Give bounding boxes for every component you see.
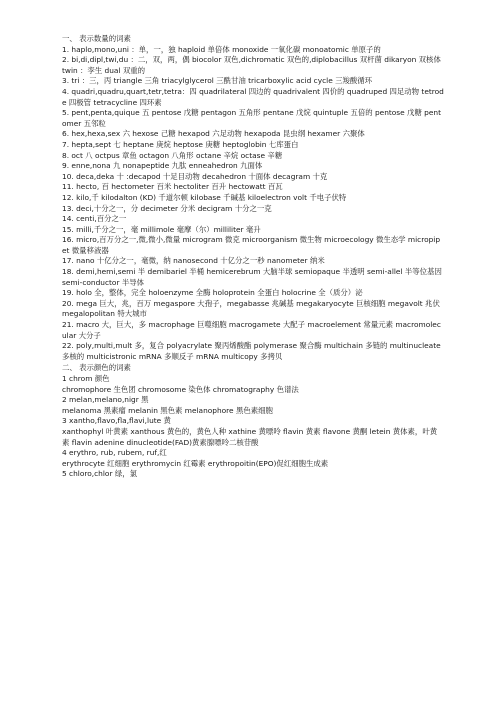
paragraph-line: 1. haplo,mono,uni ：单，一，独 haploid 单倍体 monoxide 一氧化碳 monoatomic 单原子的 xyxy=(62,44,381,54)
paragraph-line: 13. deci,十分之一，分 decimeter 分米 decigram 十分之一克 xyxy=(62,203,272,213)
paragraph-line: 17. nano 十亿分之一，毫微，纳 nanosecond 十亿分之一秒 nanometer 纳米 xyxy=(62,256,325,266)
paragraph-line: 4. quadri,quadru,quart,tetr,tetra：四 quadrilateral 四边的 quadrivalent 四价的 quadruped 四足动物 tetrode 四极管 tetracycline 四环素 xyxy=(62,86,444,107)
paragraph-line: 10. deca,deka 十 :decapod 十足目动物 decahedron 十面体 decagram 十克 xyxy=(62,171,328,181)
paragraph-line: xanthophyl 叶黄素 xanthous 黄色的，黄色人种 xathine 黄嘌呤 flavin 黄素 flavone 黄酮 letein 黄体素，叶黄素 flavin adenine dinucleotide(FAD)黄素腺嘌呤二核苷酸 xyxy=(62,426,438,447)
paragraph-line: 7. hepta,sept 七 heptane 庚烷 heptose 庚糖 heptoglobin 七库蛋白 xyxy=(62,139,299,149)
paragraph-line: 11. hecto, 百 hectometer 百米 hectoliter 百升 hectowatt 百瓦 xyxy=(62,182,283,192)
paragraph-line: 22. poly,multi,mult 多，复合 polyacrylate 聚丙烯酸酯 polymerase 聚合酶 multichain 多链的 multinucleate 多核的 multicistronic mRNA 多顺反子 mRNA multicopy 多拷贝 xyxy=(62,341,441,361)
paragraph-line: 2 melan,melano,nigr 黑 xyxy=(62,395,149,405)
paragraph-line: 16. micro,百万分之一,微,微小,微量 microgram 微克 microorganism 微生物 microecology 微生态学 micropipet 微量移液器 xyxy=(62,235,441,255)
paragraph-line: 5 chloro,chlor 绿，氯 xyxy=(62,469,138,479)
paragraph-line: 6. hex,hexa,sex 六 hexose 己糖 hexapod 六足动物 hexapoda 昆虫纲 hexamer 六聚体 xyxy=(62,129,365,139)
paragraph-line: 15. milli,千分之一，毫 millimole 毫摩（尔）milliliter 毫升 xyxy=(62,224,261,234)
paragraph-line: 19. holo 全，整体，完全 holoenzyme 全酶 holoprotein 全蛋白 holocrine 全（质分）泌 xyxy=(62,288,363,298)
paragraph-line: 14. centi,百分之一 xyxy=(62,214,127,224)
paragraph-line: twin ：孪生 dual 双重的 xyxy=(62,65,146,75)
paragraph-line: 18. demi,hemi,semi 半 demibariel 半桶 hemicerebrum 大脑半球 semiopaque 半透明 semi-allel 半等位基因 semi-conductor 半导体 xyxy=(62,267,442,287)
section-heading-color: 二、 表示颜色的词素 xyxy=(62,363,131,373)
paragraph-line: 5. pent,penta,quique 五 pentose 戊糖 pentagon 五角形 pentane 戊烷 quintuple 五倍的 pentose 戊糖 pentomer 五邻粒 xyxy=(62,108,442,128)
section-heading-quantity: 一、 表示数量的词素 xyxy=(62,34,131,43)
paragraph-line: 3. tri ：三，丙 triangle 三角 triacylglycerol 三酰甘油 tricarboxylic acid cycle 三羧酸循环 xyxy=(62,76,373,86)
paragraph-line: 1 chrom 颜色 xyxy=(62,374,110,383)
paragraph-line: 20. mega 巨大，兆，百万 megaspore 大孢子，megabasse 兆碱基 megakaryocyte 巨核细胞 megavolt 兆伏 megalopolitan 特大城市 xyxy=(62,298,440,319)
paragraph-line: 4 erythro, rub, rubem, ruf,红 xyxy=(62,448,167,458)
paragraph-line: 3 xantho,flavo,fla,flavi,lute 黄 xyxy=(62,416,171,426)
paragraph-line: 8. oct 八 octpus 章鱼 octagon 八角形 octane 辛烷 octase 辛糖 xyxy=(62,150,283,160)
paragraph-line: erythrocyte 红细胞 erythromycin 红霉素 erythropoitin(EPO)促红细胞生成素 xyxy=(62,458,329,468)
paragraph-line: melanoma 黑素瘤 melanin 黑色素 melanophore 黑色素细胞 xyxy=(62,405,273,415)
paragraph-line: 2. bi,di,dipl,twi,du ：二，双，两，偶 biocolor 双色,dichromatic 双色的,diplobacillus 双杆菌 dikaryon 双核体 xyxy=(62,55,441,65)
paragraph-line: 12. kilo,千 kilodalton (KD) 千道尔顿 kilobase 千碱基 kiloelectron volt 千电子伏特 xyxy=(62,192,347,202)
paragraph-line: 21. macro 大，巨大，多 macrophage 巨噬细胞 macrogamete 大配子 macroelement 常量元素 macromolecular 大分子 xyxy=(62,320,441,340)
paragraph-line: chromophore 生色团 chromosome 染色体 chromatography 色谱法 xyxy=(62,384,299,394)
paragraph-line: 9. enne,nona 九 nonapeptide 九肽 enneahedron 九面体 xyxy=(62,161,263,171)
